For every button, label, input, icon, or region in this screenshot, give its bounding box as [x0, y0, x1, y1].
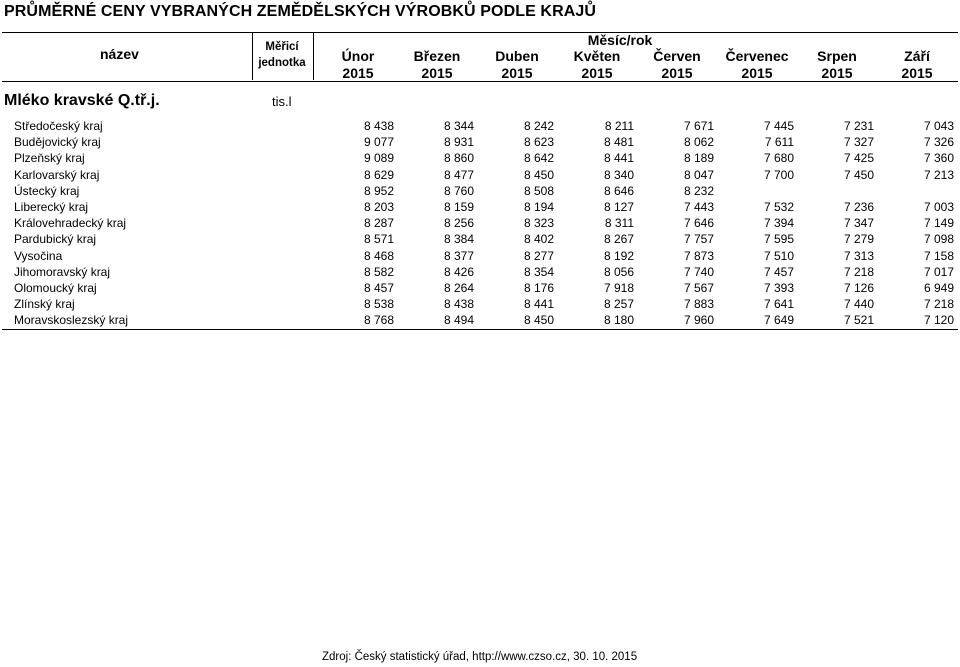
price-cell: 7 680: [763, 151, 794, 166]
table-row: [0, 264, 960, 280]
price-cell: 8 768: [363, 313, 394, 328]
price-cell: 8 257: [603, 297, 634, 312]
price-cell: 8 508: [523, 183, 554, 198]
product-name: Mléko kravské Q.tř.j.: [4, 92, 160, 109]
price-cell: 7 126: [843, 281, 874, 295]
region-name: Jihomoravský kraj: [14, 264, 111, 279]
price-cell: 8 438: [363, 119, 394, 133]
price-cell: 8 192: [603, 248, 634, 263]
price-cell: 7 425: [843, 151, 874, 166]
source-footer: Zdroj: Český statistický úřad, http://www.czso.cz, 30. 10. 2015: [322, 651, 638, 663]
header-divider: [313, 32, 314, 80]
price-cell: 8 256: [443, 216, 474, 231]
year-label: 2015: [661, 65, 693, 81]
table-row: [0, 215, 960, 231]
month-header: [637, 48, 717, 82]
price-cell: 8 438: [443, 297, 474, 312]
table-row: [0, 118, 960, 134]
price-cell: 8 931: [443, 135, 474, 150]
price-cell: 7 149: [923, 216, 954, 231]
price-cell: 8 340: [603, 167, 634, 182]
price-cell: 7 611: [764, 135, 794, 150]
price-cell: 8 323: [523, 216, 554, 231]
price-cell: 8 344: [443, 119, 474, 133]
price-cell: 8 176: [523, 281, 554, 295]
price-cell: 7 327: [843, 135, 874, 150]
region-name: Budějovický kraj: [14, 135, 101, 150]
price-cell: 7 443: [683, 200, 714, 214]
price-cell: 7 236: [843, 200, 874, 214]
price-cell: 7 218: [923, 297, 954, 312]
price-cell: 6 949: [923, 281, 954, 295]
month-header: [717, 48, 797, 82]
price-cell: 7 700: [763, 167, 794, 182]
price-cell: 7 347: [843, 216, 874, 231]
price-cell: 7 360: [923, 151, 954, 166]
table-row: [0, 134, 960, 150]
region-name: Plzeňský kraj: [14, 151, 85, 166]
price-cell: 7 510: [763, 248, 794, 263]
price-cell: 7 960: [683, 313, 714, 328]
region-name: Středočeský kraj: [14, 119, 103, 133]
column-header-period: Měsíc/rok: [587, 32, 653, 48]
price-cell: 7 279: [843, 232, 874, 247]
price-cell: 7 218: [843, 264, 874, 279]
year-label: 2015: [501, 65, 533, 81]
region-name: Liberecký kraj: [14, 200, 89, 214]
price-cell: 7 457: [763, 264, 794, 279]
month-header: [397, 48, 477, 82]
price-cell: 8 194: [523, 200, 554, 214]
table-row: [0, 231, 960, 247]
price-cell: 8 232: [683, 183, 714, 198]
price-cell: 7 646: [683, 216, 714, 231]
price-cell: 7 918: [603, 281, 634, 295]
price-cell: 8 203: [363, 200, 394, 214]
region-name: Moravskoslezský kraj: [14, 313, 129, 328]
price-cell: 7 393: [763, 281, 794, 295]
price-cell: 8 571: [363, 232, 394, 247]
region-name: Vysočina: [14, 248, 63, 263]
page-title: PRŮMĚRNÉ CENY VYBRANÝCH ZEMĚDĚLSKÝCH VÝROBKŮ PODLE KRAJŮ: [4, 3, 597, 20]
price-cell: 7 003: [923, 200, 954, 214]
month-label: Září: [904, 48, 930, 64]
month-label: Srpen: [817, 48, 857, 64]
table-row: [0, 183, 960, 199]
price-cell: 7 873: [683, 248, 714, 263]
price-cell: 7 445: [763, 119, 794, 133]
month-label: Červen: [653, 48, 701, 64]
price-cell: 7 671: [683, 119, 714, 133]
price-cell: 8 623: [523, 135, 554, 150]
price-cell: 8 242: [523, 119, 554, 133]
price-cell: 8 441: [523, 297, 554, 312]
price-cell: 8 384: [443, 232, 474, 247]
year-label: 2015: [581, 65, 613, 81]
price-cell: 8 056: [603, 264, 634, 279]
price-cell: 7 158: [923, 248, 954, 263]
price-cell: 7 313: [843, 248, 874, 263]
price-cell: 8 377: [443, 248, 474, 263]
price-cell: 7 757: [683, 232, 714, 247]
price-cell: 7 120: [923, 313, 954, 328]
price-cell: 7 017: [923, 264, 954, 279]
price-cell: 8 189: [683, 151, 714, 166]
price-cell: 8 494: [443, 313, 474, 328]
price-cell: 8 267: [603, 232, 634, 247]
price-cell: 7 649: [763, 313, 794, 328]
table-row: [0, 248, 960, 264]
price-cell: 8 264: [443, 281, 474, 295]
price-cell: 8 441: [603, 151, 634, 166]
price-cell: 8 457: [363, 281, 394, 295]
unit-label-line2: jednotka: [258, 57, 306, 69]
year-label: 2015: [342, 65, 374, 81]
price-cell: 8 952: [363, 183, 394, 198]
month-label: Únor: [341, 48, 375, 64]
month-label: Červenec: [725, 48, 789, 64]
year-label: 2015: [901, 65, 933, 81]
table-row: [0, 167, 960, 183]
region-name: Pardubický kraj: [14, 232, 97, 247]
price-cell: 7 595: [763, 232, 794, 247]
table-row: [0, 150, 960, 166]
price-cell: 8 468: [363, 248, 394, 263]
price-cell: 8 538: [363, 297, 394, 312]
price-cell: 8 426: [443, 264, 474, 279]
region-name: Ústecký kraj: [14, 183, 80, 198]
price-cell: 8 646: [603, 183, 634, 198]
price-cell: 7 532: [763, 200, 794, 214]
table-row: [0, 312, 960, 328]
month-label: Březen: [413, 48, 461, 64]
column-header-name: název: [100, 46, 139, 62]
month-header: [318, 48, 398, 82]
price-cell: 8 159: [443, 200, 474, 214]
price-cell: 8 180: [603, 313, 634, 328]
price-cell: 7 740: [683, 264, 714, 279]
month-header: [477, 48, 557, 82]
price-cell: 8 860: [443, 151, 474, 166]
month-header: [557, 48, 637, 82]
price-cell: 7 883: [683, 297, 714, 312]
price-cell: 8 127: [603, 200, 634, 214]
price-cell: 8 311: [604, 216, 634, 231]
price-cell: 8 211: [604, 119, 634, 133]
price-cell: 7 098: [923, 232, 954, 247]
price-cell: 8 062: [683, 135, 714, 150]
price-cell: 8 642: [523, 151, 554, 166]
price-cell: 8 402: [523, 232, 554, 247]
month-header: [877, 48, 957, 82]
price-cell: 7 641: [763, 297, 794, 312]
year-label: 2015: [421, 65, 453, 81]
price-cell: 9 089: [363, 151, 394, 166]
month-header: [797, 48, 877, 82]
price-cell: 7 213: [923, 167, 954, 182]
price-cell: 8 450: [523, 167, 554, 182]
region-name: Královehradecký kraj: [14, 216, 127, 231]
price-cell: 7 450: [843, 167, 874, 182]
price-cell: 7 231: [843, 119, 874, 133]
month-label: Duben: [495, 48, 539, 64]
price-cell: 8 481: [603, 135, 634, 150]
price-cell: 7 326: [923, 135, 954, 150]
price-cell: 8 450: [523, 313, 554, 328]
region-name: Zlínský kraj: [14, 297, 75, 312]
price-cell: 7 043: [923, 119, 954, 133]
year-label: 2015: [741, 65, 773, 81]
unit-label-line1: Měřicí: [265, 41, 299, 53]
price-cell: 8 477: [443, 167, 474, 182]
price-cell: 8 047: [683, 167, 714, 182]
price-cell: 9 077: [363, 135, 394, 150]
year-label: 2015: [821, 65, 853, 81]
region-name: Olomoucký kraj: [14, 281, 97, 295]
table-row: [0, 296, 960, 312]
price-cell: 8 277: [523, 248, 554, 263]
price-cell: 8 629: [363, 167, 394, 182]
region-name: Karlovarský kraj: [14, 167, 100, 182]
price-cell: 7 440: [843, 297, 874, 312]
price-cell: 7 394: [763, 216, 794, 231]
month-label: Květen: [573, 48, 621, 64]
column-header-unit: [252, 39, 312, 71]
price-cell: 8 582: [363, 264, 394, 279]
price-cell: 7 567: [683, 281, 714, 295]
price-cell: 7 521: [843, 313, 874, 328]
price-cell: 8 354: [523, 264, 554, 279]
table-row: [0, 199, 960, 215]
price-cell: 8 287: [363, 216, 394, 231]
unit-value: tis.l: [272, 94, 292, 109]
price-cell: 8 760: [443, 183, 474, 198]
table-row: [0, 280, 960, 296]
